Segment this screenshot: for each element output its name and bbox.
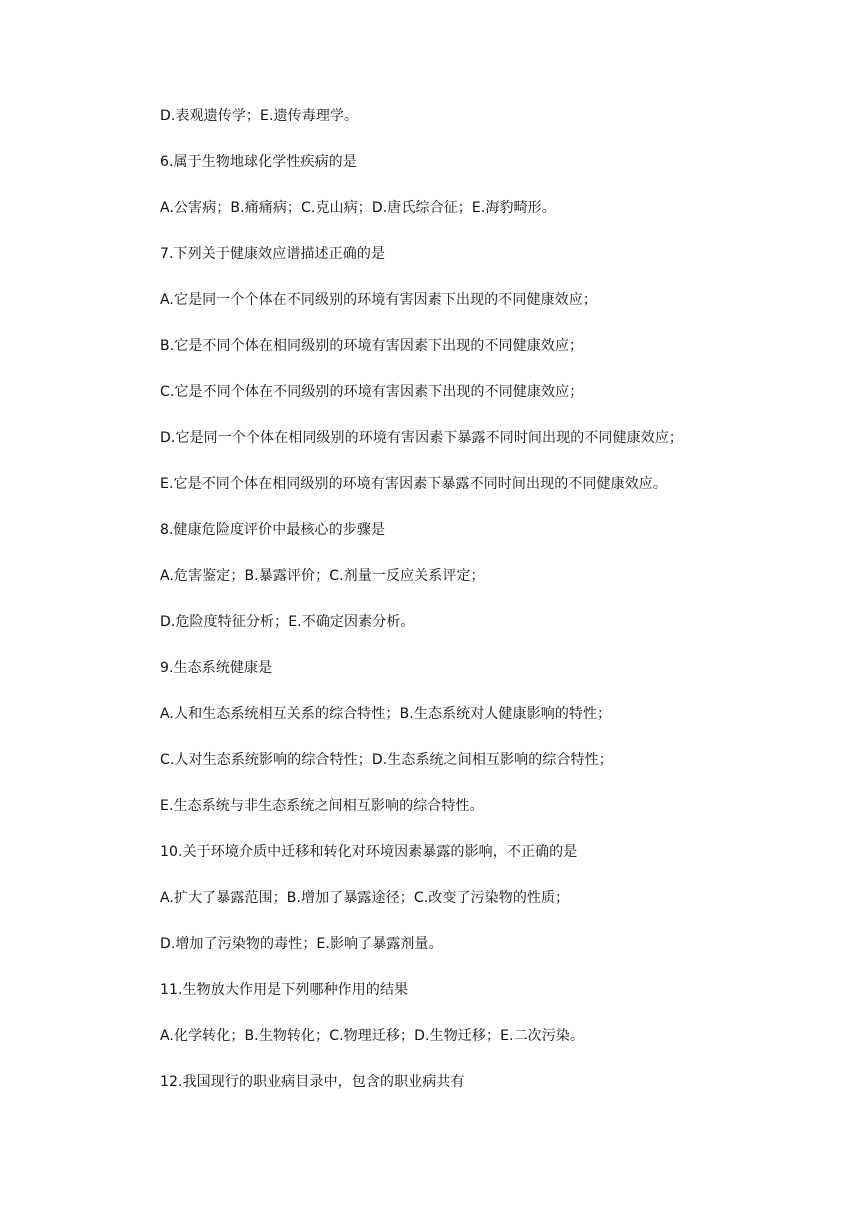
question-8-options-d-e: D.危险度特征分析；E.不确定因素分析。 — [160, 614, 415, 630]
question-7: 7.下列关于健康效应谱描述正确的是 — [160, 246, 386, 262]
question-10-options-a-c: A.扩大了暴露范围；B.增加了暴露途径；C.改变了污染物的性质； — [160, 890, 570, 906]
question-12: 12.我国现行的职业病目录中，包含的职业病共有 — [160, 1074, 465, 1090]
question-9-options-a-b: A.人和生态系统相互关系的综合特性；B.生态系统对人健康影响的特性； — [160, 706, 612, 722]
question-10-options-d-e: D.增加了污染物的毒性；E.影响了暴露剂量。 — [160, 936, 443, 952]
question-7-option-e: E.它是不同个体在相同级别的环境有害因素下暴露不同时间出现的不同健康效应。 — [160, 476, 667, 492]
question-9-option-e: E.生态系统与非生态系统之间相互影响的综合特性。 — [160, 798, 484, 814]
question-7-option-c: C.它是不同个体在不同级别的环境有害因素下出现的不同健康效应； — [160, 384, 584, 400]
question-8: 8.健康危险度评价中最核心的步骤是 — [160, 522, 386, 538]
question-11-options: A.化学转化；B.生物转化；C.物理迁移；D.生物迁移；E.二次污染。 — [160, 1028, 585, 1044]
question-7-option-d: D.它是同一个个体在相同级别的环境有害因素下暴露不同时间出现的不同健康效应； — [160, 430, 684, 446]
question-8-options-a-c: A.危害鉴定；B.暴露评价；C.剂量一反应关系评定； — [160, 568, 485, 584]
document-body — [160, 102, 820, 1114]
question-6-options: A.公害病；B.痛痛病；C.克山病；D.唐氏综合征；E.海豹畸形。 — [160, 200, 556, 216]
text-line: D.表观遗传学；E.遗传毒理学。 — [160, 108, 359, 124]
question-9: 9.生态系统健康是 — [160, 660, 273, 676]
question-7-option-a: A.它是同一个个体在不同级别的环境有害因素下出现的不同健康效应； — [160, 292, 597, 308]
question-9-options-c-d: C.人对生态系统影响的综合特性；D.生态系统之间相互影响的综合特性； — [160, 752, 613, 768]
question-11: 11.生物放大作用是下列哪种作用的结果 — [160, 982, 409, 998]
question-6: 6.属于生物地球化学性疾病的是 — [160, 154, 357, 170]
question-7-option-b: B.它是不同个体在相同级别的环境有害因素下出现的不同健康效应； — [160, 338, 584, 354]
question-10: 10.关于环境介质中迁移和转化对环境因素暴露的影响，不正确的是 — [160, 844, 578, 860]
